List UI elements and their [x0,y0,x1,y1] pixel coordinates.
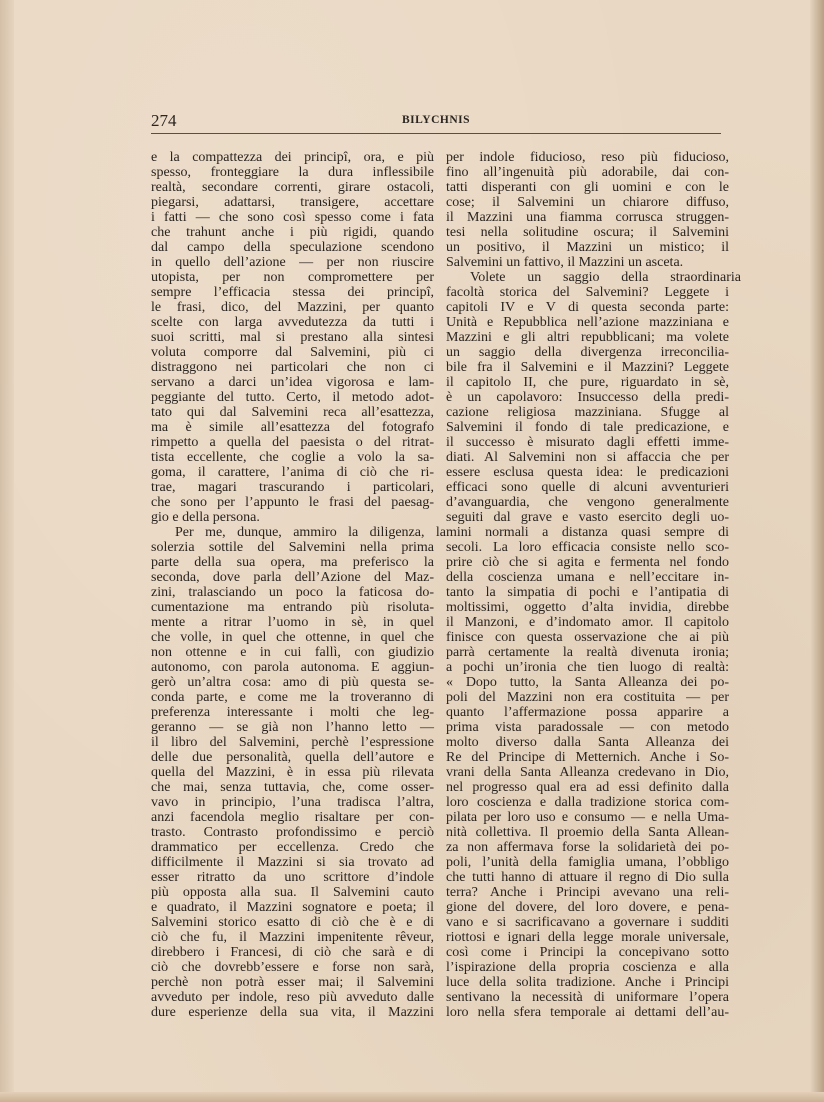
text-line: gione del dovere, del loro dovere, e pena- [446,900,729,915]
text-line: tista eccellente, che coglie a volo la sa- [151,450,434,465]
text-line: nel progresso qual era ad essi definito dalla [446,780,729,795]
text-line: realtà, secondare correnti, girare ostacoli, [151,180,434,195]
text-line: gerò un’altra cosa: amo di più questa se- [151,675,434,690]
text-line: Volete un saggio della straordinaria [470,270,741,285]
text-line: « Dopo tutto, la Santa Alleanza dei po- [446,675,729,690]
text-line: direbbero i Francesi, di ciò che sarà e di [151,945,434,960]
text-line: cose; il Salvemini un chiarore diffuso, [446,195,729,210]
text-line: il Manzoni, e d’indomato amor. Il capitolo [446,615,729,630]
text-line: più opposta alla sua. Il Salvemini cauto [151,885,434,900]
text-line: prima vista paradossale — con metodo [446,720,729,735]
text-line: dure esperienze della sua vita, il Mazzini [151,1005,434,1020]
text-line: Re del Principe di Metternich. Anche i So- [446,750,729,765]
page-number: 274 [151,111,177,130]
text-line: loro nella sfera temporale ai dettami dell’au- [446,1005,729,1020]
header-rule [151,133,721,134]
text-line: preferenza interessante i molti che leg- [151,705,434,720]
text-line: utopista, per non compromettere per [151,270,434,285]
text-line: il libro del Salvemini, perchè l’espressione [151,735,434,750]
text-line: molto diverso dalla Santa Alleanza dei [446,735,729,750]
text-line: quanto l’affermazione possa apparire a [446,705,729,720]
text-line: rimpetto a quella del paesista o del ritrat- [151,435,434,450]
text-line: tanto la simpatia di pochi e l’antipatia di [446,585,729,600]
text-line: della coscienza umana e nell’eccitare in- [446,570,729,585]
text-line: trae, magari trascurando i particolari, [151,480,434,495]
text-line: ma è simile all’esattezza del fotografo [151,420,434,435]
text-line: pilata per loro uso e consumo — e nella Uma- [446,810,729,825]
text-line: ciò che dovrebb’essere e forse non sarà, [151,960,434,975]
text-line: esser ritratto da uno scrittore d’indole [151,870,434,885]
text-line: tesi nella solitudine oscura; il Salvemini [446,225,729,240]
text-line: finisce con questa osservazione che ai più [446,630,729,645]
text-line: l’ispirazione della propria coscienza e alla [446,960,729,975]
text-line: sempre l’efficacia stessa dei principî, [151,285,434,300]
text-line: così come i Principi la concepivano sotto [446,945,729,960]
text-line: non ottenne e in cui fallì, con giudizio [151,645,434,660]
text-line: autonomo, con parola autonoma. E aggiun- [151,660,434,675]
text-line: luce della solita tradizione. Anche i Principi [446,975,729,990]
text-line: Salvemini il fondo di tale predicazione, e [446,420,729,435]
text-line: tato qui dal Salvemini reca all’esattezza, [151,405,434,420]
text-line: bile fra il Salvemini e il Mazzini? Leggete [446,360,729,375]
text-line: servano a darci un’idea vigorosa e lam- [151,375,434,390]
page-right-edge [810,0,824,1102]
text-line: loro coscienza e dalla tradizione storica com- [446,795,729,810]
left-column [151,150,446,1020]
text-line: che sono per l’appunto le frasi del paesag- [151,495,434,510]
text-line: Salvemini storico esatto di ciò che è e di [151,915,434,930]
text-line: d’avanguardia, che vengono generalmente [446,495,729,510]
text-line: zini, tralasciando un poco la faticosa do- [151,585,434,600]
text-line: nità collettiva. Il proemio della Santa Allean- [446,825,729,840]
text-line: avveduto per indole, reso più avveduto dalle [151,990,434,1005]
text-line: cazione religiosa mazziniana. Sfugge al [446,405,729,420]
text-line: che volle, in quel che ottenne, in quel che [151,630,434,645]
text-line: tatti disperanti con gli uomini e con le [446,180,729,195]
text-line: piegarsi, adattarsi, transigere, accettare [151,195,434,210]
text-line: è un capolavoro: Insuccesso della predi- [446,390,729,405]
text-line: che mai, senza tuttavia, che, come osser- [151,780,434,795]
text-line: suoi scritti, mal si prestano alla sintesi [151,330,434,345]
text-line: le frasi, dico, del Mazzini, per quanto [151,300,434,315]
text-line: essere esclusa questa idea: le predicazioni [446,465,729,480]
text-line: sentivano la necessità di uniformare l’opera [446,990,729,1005]
text-line: gio e della persona. [151,510,260,525]
text-line: trasto. Contrasto profondissimo e perciò [151,825,434,840]
text-line: in quello dell’azione — per non riuscire [151,255,434,270]
text-line: capitoli IV e V di questa seconda parte: [446,300,729,315]
text-line: drammatico per eccellenza. Credo che [151,840,434,855]
text-line: mini normali a distanza quasi sempre di [446,525,729,540]
page-left-edge [0,0,14,1102]
text-line: un positivo, il Mazzini un mistico; il [446,240,729,255]
text-line: parrà certamente la realtà divenuta ironia; [446,645,729,660]
text-line: facoltà storica del Salvemini? Leggete i [446,285,729,300]
text-line: che tutti hanno di attuare il regno di Dio sulla [446,870,729,885]
text-line: Per me, dunque, ammiro la diligenza, la [175,525,446,540]
text-line: Mazzini e gli altri repubblicani; ma volete [446,330,729,345]
right-column [446,150,741,1020]
text-line: poli, l’unità della famiglia umana, l’obbligo [446,855,729,870]
text-line: moltissimi, oggetto d’alta invidia, direbbe [446,600,729,615]
text-line: vano e si sacrificavano a governare i sudditi [446,915,729,930]
text-line: terra? Anche i Principi avevano una reli- [446,885,729,900]
text-line: il Mazzini una fiamma corrusca struggen- [446,210,729,225]
text-line: geranno — se già non l’hanno letto — [151,720,434,735]
text-line: diati. Al Salvemini non si affaccia che per [446,450,729,465]
text-line: perchè non potrà esser mai; il Salvemini [151,975,434,990]
text-line: vrani della Santa Alleanza credevano in Dio, [446,765,729,780]
text-line: efficaci sono quelle di alcuni avventurieri [446,480,729,495]
text-line: prire ciò che si agita e fermenta nel fondo [446,555,729,570]
text-line: delle due personalità, quella dell’autore e [151,750,434,765]
text-line: vavo in principio, l’una tradisca l’altra, [151,795,434,810]
text-line: fino all’ingenuità più adorabile, dai con- [446,165,729,180]
text-line: dal campo della speculazione scendono [151,240,434,255]
text-line: e quadrato, il Mazzini sognatore e poeta; il [151,900,434,915]
text-line: per indole fiducioso, reso più fiducioso, [446,150,729,165]
text-line: voluta comporre dal Salvemini, più ci [151,345,434,360]
running-title: BILYCHNIS [402,114,470,126]
text-line: peggiante del tutto. Certo, il metodo adot- [151,390,434,405]
text-line: goma, il carattere, l’anima di ciò che ri- [151,465,434,480]
text-line: cumentazione ma entrando più risoluta- [151,600,434,615]
text-line: distraggono nei particolari che non ci [151,360,434,375]
text-line: ciò che fu, il Mazzini impenitente rêveur, [151,930,434,945]
text-line: e la compattezza dei principî, ora, e più [151,150,434,165]
text-line: seconda, dove parla dell’Azione del Maz- [151,570,434,585]
text-line: seguiti dal grave e vasto esercito degli uo- [446,510,729,525]
text-line: che trahunt anche i più rigidi, quando [151,225,434,240]
text-line: secoli. La loro efficacia consiste nello sco- [446,540,729,555]
text-line: spesso, fronteggiare la dura inflessibile [151,165,434,180]
text-line: difficilmente il Mazzini si sia trovato ad [151,855,434,870]
text-line: il successo è misurato dagli effetti imme- [446,435,729,450]
text-line: riottosi e ignari della legge morale universale, [446,930,729,945]
text-line: i fatti — che sono così spesso come i fata [151,210,434,225]
page-header [151,110,721,132]
text-line: il capitolo II, che pure, riguardato in sè, [446,375,729,390]
page-bottom-edge [0,1092,824,1102]
text-line: a pochi un’ironia che tien luogo di realtà: [446,660,729,675]
text-line: poli del Mazzini non era costituita — per [446,690,729,705]
text-line: za non affermava forse la solidarietà dei po- [446,840,729,855]
text-line: quella del Mazzini, è in essa più rilevata [151,765,434,780]
text-line: anzi facendola meglio risaltare per con- [151,810,434,825]
text-line: Salvemini un fattivo, il Mazzini un asceta. [446,255,684,270]
text-line: un saggio della divergenza irreconcilia- [446,345,729,360]
text-line: Unità e Repubblica nell’azione mazziniana e [446,315,729,330]
text-line: parte della sua opera, ma preferisco la [151,555,434,570]
text-line: solerzia sottile del Salvemini nella prima [151,540,434,555]
text-line: conda parte, e come me la troveranno di [151,690,434,705]
text-line: mente a ritrar l’uomo in sè, in quel [151,615,434,630]
text-line: scelte con larga avvedutezza da tutti i [151,315,434,330]
